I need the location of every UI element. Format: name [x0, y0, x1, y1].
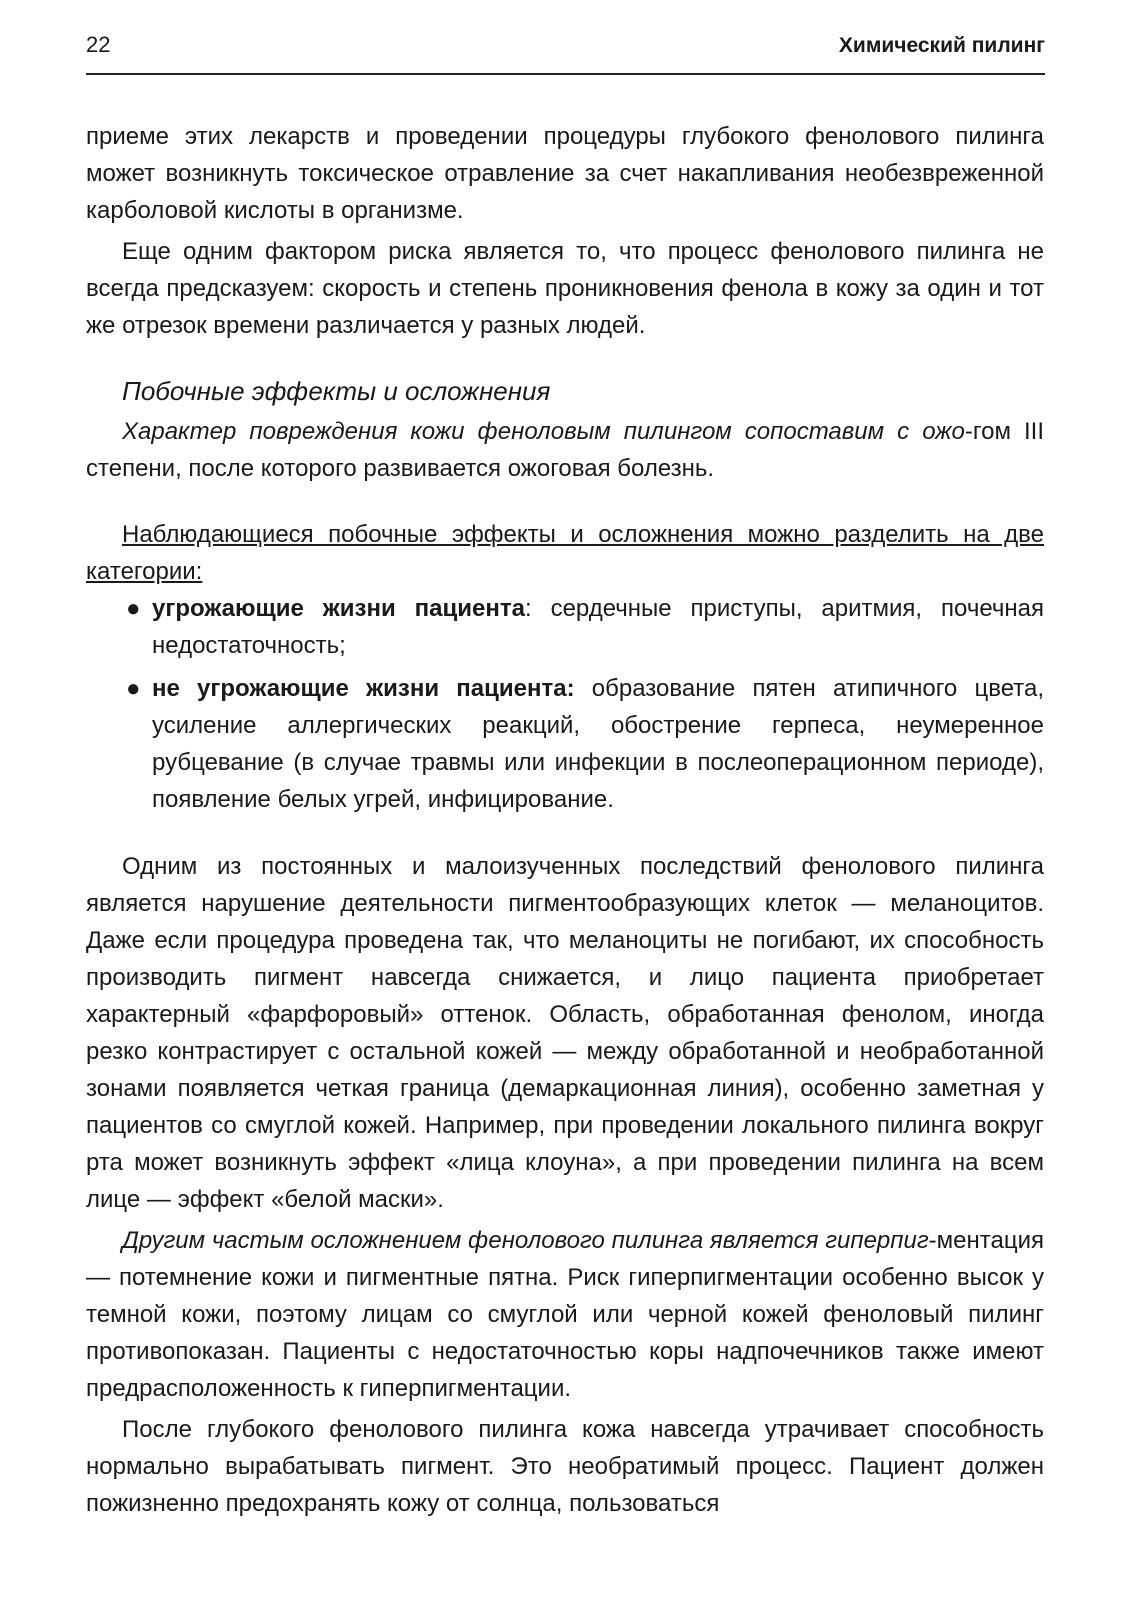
list-item-term: угрожающие жизни пациента [152, 595, 525, 622]
paragraph-risk-factor: Еще одним фактором риска является то, что процесс фенолового пилинга не всегда предсказуем: скорость и степень проникновения фенола в кожу за один и тот же отрезок времени различается у разных людей. [86, 238, 1044, 339]
paragraph-melanocytes: Одним из постоянных и малоизученных последствий фенолового пилинга является нарушение деятельности пигментообразующих клеток — меланоцитов. Даже если процедура проведена так, что меланоциты не погибают, их способность производить пигмент навсегда снижается, и лицо пациента приобретает характерный «фарфоровый» оттенок. Область, обработанная фенолом, иногда резко контрастирует с остальной кожей — между обработанной и необработанной зонами появляется четкая граница (демаркационная линия), особенно заметная у пациентов со смуглой кожей. Например, при проведении локального пилинга вокруг рта может возникнуть эффект «лица клоуна», а при проведении пилинга на всем лице — эффект «белой маски». [86, 853, 1044, 1213]
bullet-icon: ● [126, 595, 141, 622]
paragraph-hyperpigmentation: Другим частым осложнением фенолового пилинга является гиперпиг-ментация — потемнение кожи и пигментные пятна. Риск гиперпигментации особенно высок у темной кожи, поэтому лицам со смуглой или черной кожей феноловый пилинг противопоказан. Пациенты с недостаточностью коры надпочечников также имеют предрасположенность к гиперпигментации. [86, 1227, 1044, 1402]
hyperpigmentation-italic: Другим частым осложнением фенолового пилинга является гиперпиг [122, 1227, 929, 1254]
paragraph-continued: приеме этих лекарств и проведении процедуры глубокого фенолового пилинга может возникнуть токсическое отравление за счет накапливания необезвреженной карболовой кислоты в организме. [86, 123, 1044, 224]
intro-rest: гом III степени, после которого развивается ожоговая болезнь. [86, 418, 1044, 482]
complications-list [86, 590, 1044, 818]
categories-lead: Наблюдающиеся побочные эффекты и осложнения можно разделить на две категории: [86, 521, 1044, 585]
page-body [86, 118, 1044, 1522]
intro-italic: Характер повреждения кожи феноловым пилингом сопоставим с ожо [122, 418, 965, 445]
running-header [86, 32, 1045, 58]
bullet-icon: ● [126, 675, 141, 702]
paragraph-burn-comparison: Характер повреждения кожи феноловым пилингом сопоставим с ожо-гом III степени, после которого развивается ожоговая болезнь. [86, 418, 1044, 482]
hyperpigmentation-rest: ментация — потемнение кожи и пигментные пятна. Риск гиперпигментации особенно высок у темной кожи, поэтому лицам со смуглой или черной кожей феноловый пилинг противопоказан. Пациенты с недостаточностью коры надпочечников также имеют предрасположенность к гиперпигментации. [86, 1227, 1044, 1402]
list-item-term: не угрожающие жизни пациента: [152, 675, 575, 702]
running-title: Химический пилинг [838, 34, 1045, 57]
paragraph-sun-protection: После глубокого фенолового пилинга кожа навсегда утрачивает способность нормально вырабатывать пигмент. Это необратимый процесс. Пациент должен пожизненно предохранять кожу от солнца, пользоваться [86, 1416, 1044, 1517]
list-item-text: : сердечные приступы, аритмия, почечная недостаточность; [152, 595, 1044, 659]
list-item [86, 670, 1044, 818]
list-item [86, 590, 1044, 664]
section-heading: Побочные эффекты и осложнения [122, 376, 551, 406]
list-item-text: образование пятен атипичного цвета, усиление аллергических реакций, обострение герпеса, неумеренное рубцевание (в случае травмы или инфекции в послеоперационном периоде), появление белых угрей, инфицирование. [152, 675, 1044, 813]
header-rule [86, 73, 1045, 75]
page-number: 22 [86, 32, 111, 57]
